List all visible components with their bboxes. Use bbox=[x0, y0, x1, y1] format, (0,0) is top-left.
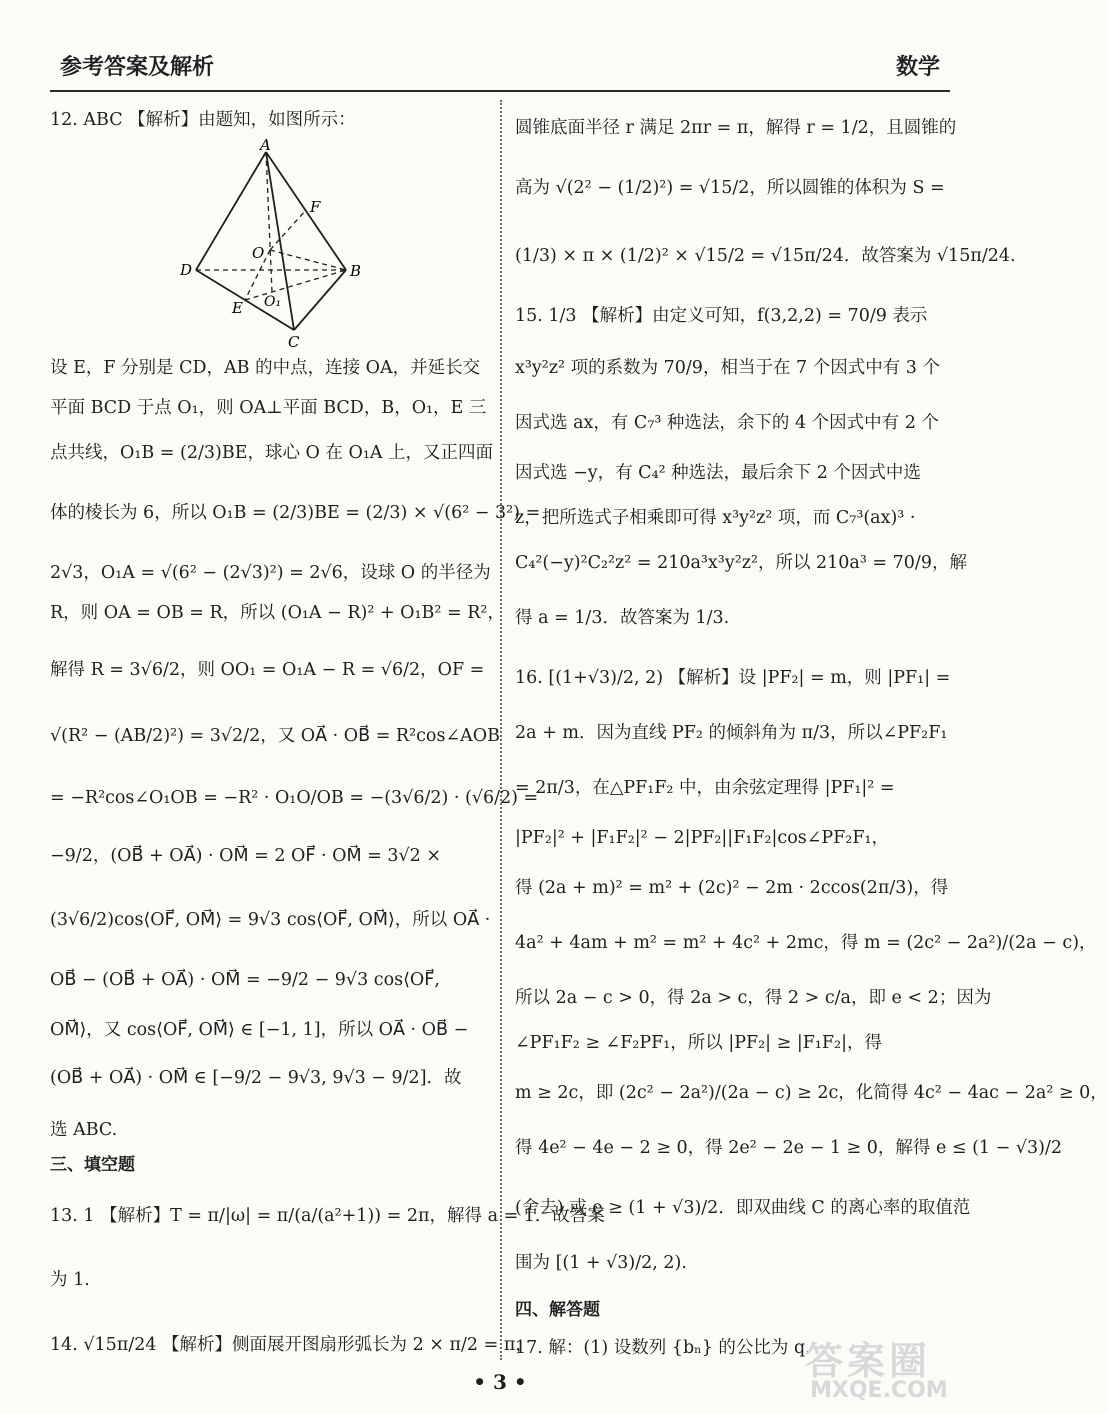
text-line: 得 4e² − 4e − 2 ≥ 0，得 2e² − 2e − 1 ≥ 0，解得 e ≤ (1 − √3)/2 bbox=[515, 1138, 1062, 1158]
column-divider bbox=[500, 100, 502, 1360]
text-line: OM⃗⟩，又 cos⟨OF⃗, OM⃗⟩ ∈ [−1, 1]，所以 OA⃗ · OB⃗ − bbox=[50, 1020, 469, 1040]
figure-label: D bbox=[180, 261, 193, 279]
text-line: z，把所选式子相乘即可得 x³y²z² 项，而 C₇³(ax)³ · bbox=[515, 508, 916, 528]
text-line: ∠PF₁F₂ ≥ ∠F₂PF₁，所以 |PF₂| ≥ |F₁F₂|，得 bbox=[515, 1033, 882, 1053]
text-line: (3√6/2)cos⟨OF⃗, OM⃗⟩ = 9√3 cos⟨OF⃗, OM⃗⟩，所以 OA⃗ · bbox=[50, 910, 491, 930]
text-line: 得 (2a + m)² = m² + (2c)² − 2m · 2ccos(2π/3)，得 bbox=[515, 878, 949, 898]
figure-label: B bbox=[350, 262, 362, 280]
text-line: 高为 √(2² − (1/2)²) = √15/2，所以圆锥的体积为 S = bbox=[515, 178, 945, 198]
text-line: 因式选 −y，有 C₄² 种选法，最后余下 2 个因式中选 bbox=[515, 463, 921, 483]
text-line: 得 a = 1/3．故答案为 1/3. bbox=[515, 608, 730, 628]
text-line: = −R²cos∠O₁OB = −R² · O₁O/OB = −(3√6/2) · (√6/2) = bbox=[50, 788, 539, 808]
text-line: 点共线，O₁B = (2/3)BE，球心 O 在 O₁A 上，又正四面 bbox=[50, 443, 494, 463]
text-line: (OB⃗ + OA⃗) · OM⃗ ∈ [−9/2 − 9√3, 9√3 − 9/2]．故 bbox=[50, 1068, 462, 1088]
text-line: 13. 1 【解析】T = π/|ω| = π/(a/(a²+1)) = 2π，解得 a = 1．故答案 bbox=[50, 1206, 605, 1226]
text-line: x³y²z² 项的系数为 70/9，相当于在 7 个因式中有 3 个 bbox=[515, 358, 940, 378]
text-line: 设 E，F 分别是 CD，AB 的中点，连接 OA，并延长交 bbox=[50, 358, 481, 378]
text-line: 选 ABC. bbox=[50, 1120, 118, 1140]
watermark-logo bbox=[785, 1330, 975, 1410]
text-line: 12. ABC 【解析】由题知，如图所示： bbox=[50, 110, 356, 130]
text-line: 2√3，O₁A = √(6² − (2√3)²) = 2√6，设球 O 的半径为 bbox=[50, 563, 491, 583]
text-line: (舍去) 或 e ≥ (1 + √3)/2．即双曲线 C 的离心率的取值范 bbox=[515, 1198, 971, 1218]
tetrahedron-figure bbox=[180, 136, 420, 351]
text-line: 圆锥底面半径 r 满足 2πr = π，解得 r = 1/2，且圆锥的 bbox=[515, 118, 957, 138]
section-heading: 三、填空题 bbox=[50, 1155, 135, 1175]
text-line: OB⃗ − (OB⃗ + OA⃗) · OM⃗ = −9/2 − 9√3 cos⟨OF⃗, bbox=[50, 970, 440, 990]
text-line: 15. 1/3 【解析】由定义可知，f(3,2,2) = 70/9 表示 bbox=[515, 306, 928, 326]
header-title: 参考答案及解析 bbox=[60, 55, 215, 80]
watermark-url: MXQE.COM bbox=[810, 1378, 948, 1403]
page-number: • 3 • bbox=[473, 1370, 527, 1394]
page-header bbox=[50, 42, 950, 92]
figure-label: O bbox=[252, 244, 265, 262]
text-line: 4a² + 4am + m² = m² + 4c² + 2mc，得 m = (2c² − 2a²)/(2a − c)， bbox=[515, 933, 1097, 953]
section-heading: 四、解答题 bbox=[515, 1300, 600, 1320]
figure-label: C bbox=[288, 333, 300, 351]
text-line: 所以 2a − c > 0，得 2a > c，得 2 > c/a，即 e < 2；因为 bbox=[515, 988, 992, 1008]
text-line: 围为 [(1 + √3)/2, 2). bbox=[515, 1253, 687, 1273]
text-line: 14. √15π/24 【解析】侧面展开图扇形弧长为 2 × π/2 = π， bbox=[50, 1335, 533, 1355]
text-line: 平面 BCD 于点 O₁，则 OA⊥平面 BCD，B，O₁，E 三 bbox=[50, 398, 487, 418]
header-subject: 数学 bbox=[895, 55, 940, 80]
text-line: 16. [(1+√3)/2, 2) 【解析】设 |PF₂| = m，则 |PF₁| = bbox=[515, 668, 951, 688]
text-line: −9/2，(OB⃗ + OA⃗) · OM⃗ = 2 OF⃗ · OM⃗ = 3√2 × bbox=[50, 846, 442, 866]
text-line: 体的棱长为 6，所以 O₁B = (2/3)BE = (2/3) × √(6² − 3²) = bbox=[50, 503, 541, 523]
text-line: √(R² − (AB/2)²) = 3√2/2，又 OA⃗ · OB⃗ = R²cos∠AOB bbox=[50, 726, 500, 746]
text-line: m ≥ 2c，即 (2c² − 2a²)/(2a − c) ≥ 2c，化简得 4c² − 4ac − 2a² ≥ 0， bbox=[515, 1083, 1108, 1103]
text-line: 因式选 ax，有 C₇³ 种选法，余下的 4 个因式中有 2 个 bbox=[515, 413, 939, 433]
text-line: |PF₂|² + |F₁F₂|² − 2|PF₂||F₁F₂|cos∠PF₂F₁， bbox=[515, 828, 889, 848]
text-line: 为 1. bbox=[50, 1270, 90, 1290]
text-line: = 2π/3，在△PF₁F₂ 中，由余弦定理得 |PF₁|² = bbox=[515, 778, 895, 798]
text-line: (1/3) × π × (1/2)² × √15/2 = √15π/24．故答案为 √15π/24. bbox=[515, 246, 1016, 266]
figure-label: O₁ bbox=[264, 294, 282, 310]
figure-label: A bbox=[260, 136, 271, 154]
text-line: 2a + m．因为直线 PF₂ 的倾斜角为 π/3，所以∠PF₂F₁ bbox=[515, 723, 948, 743]
text-line: R，则 OA = OB = R，所以 (O₁A − R)² + O₁B² = R²， bbox=[50, 603, 505, 623]
text-line: 17. 解：(1) 设数列 {bₙ} 的公比为 q. bbox=[515, 1338, 811, 1358]
watermark-text: 答案圈 bbox=[805, 1339, 932, 1383]
text-line: 解得 R = 3√6/2，则 OO₁ = O₁A − R = √6/2，OF = bbox=[50, 660, 485, 680]
text-line: C₄²(−y)²C₂²z² = 210a³x³y²z²，所以 210a³ = 70/9，解 bbox=[515, 553, 967, 573]
figure-label: E bbox=[232, 299, 243, 317]
figure-label: F bbox=[310, 198, 321, 216]
